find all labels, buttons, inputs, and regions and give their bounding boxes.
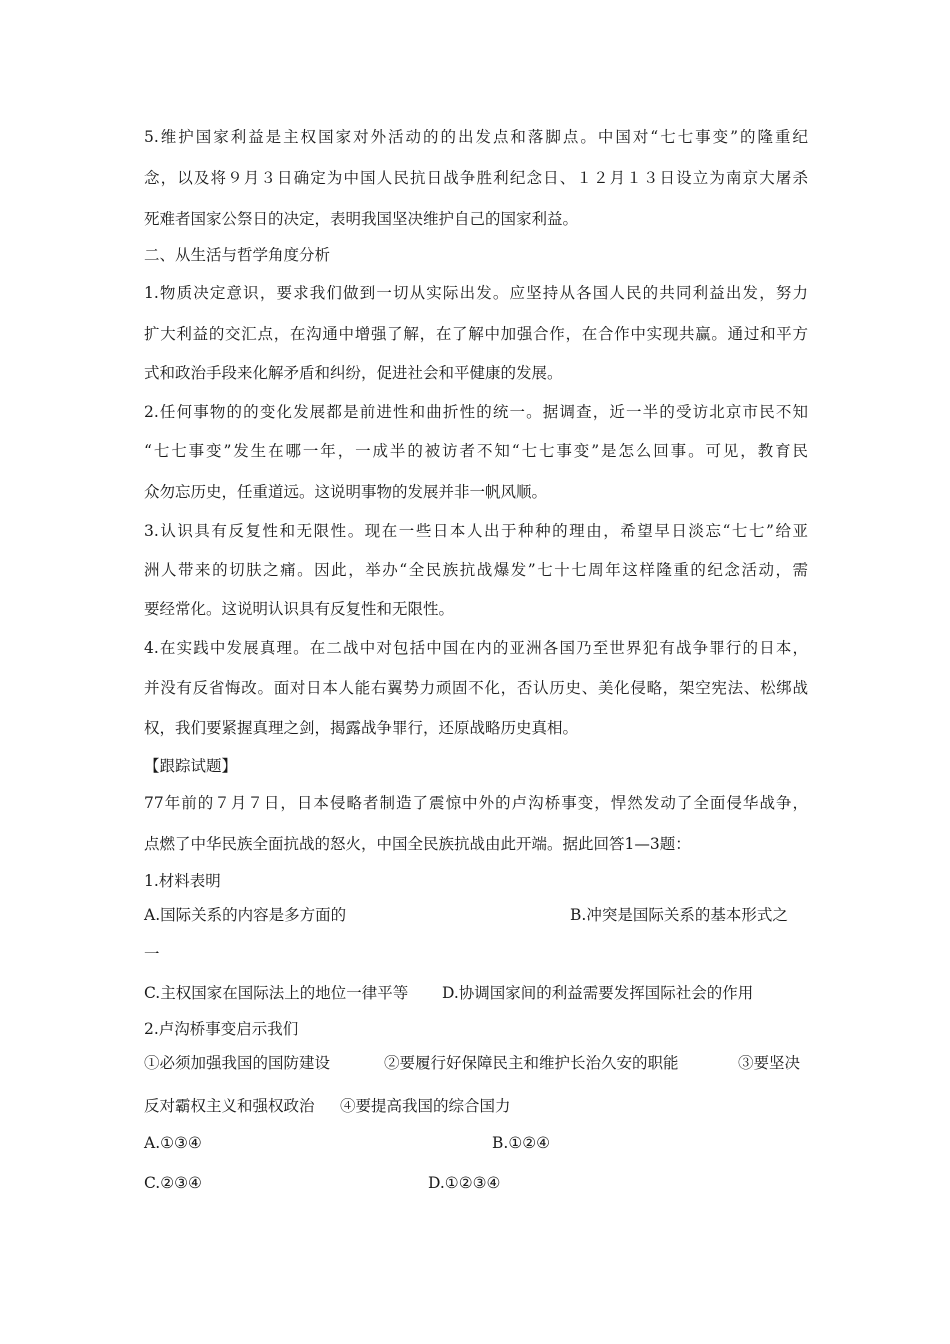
q2-item-1: ①必须加强我国的国防建设 <box>144 1054 331 1072</box>
philosophy-p3-line2: 洲人带来的切肤之痛。因此，举办“全民族抗战爆发”七十七周年这样隆重的纪念活动，需 <box>144 561 808 579</box>
q1-option-c: C.主权国家在国际法上的地位一律平等 <box>144 984 409 1002</box>
question-intro-line2: 点燃了中华民族全面抗战的怒火，中国全民族抗战由此开端。据此回答1—3题： <box>144 835 691 853</box>
q1-option-b-continued: 一 <box>144 945 160 963</box>
q2-item-2: ②要履行好保障民主和维护长治久安的职能 <box>384 1054 679 1072</box>
philosophy-p1-line3: 式和政治手段来化解矛盾和纠纷，促进社会和平健康的发展。 <box>144 364 563 382</box>
q1-option-a: A.国际关系的内容是多方面的 <box>144 906 347 924</box>
philosophy-p4-line2: 并没有反省悔改。面对日本人能右翼势力顽固不化，否认历史、美化侵略，架空宪法、松绑战 <box>144 679 808 697</box>
q1-option-d: D.协调国家间的利益需要发挥国际社会的作用 <box>442 984 754 1002</box>
philosophy-p2-line1: 2.任何事物的的变化发展都是前进性和曲折性的统一。据调查，近一半的受访北京市民不知 <box>144 403 808 421</box>
philosophy-p4-line1: 4.在实践中发展真理。在二战中对包括中国在内的亚洲各国乃至世界犯有战争罪行的日本， <box>144 639 808 657</box>
philosophy-p1-line1: 1.物质决定意识，要求我们做到一切从实际出发。应坚持从各国人民的共同利益出发，努力 <box>144 284 808 302</box>
q2-option-d: D.①②③④ <box>428 1174 501 1192</box>
question-intro-line1: 77年前的７月７日，日本侵略者制造了震惊中外的卢沟桥事变，悍然发动了全面侵华战争， <box>144 794 808 812</box>
philosophy-p4-line3: 权，我们要紧握真理之剑，揭露战争罪行，还原战略历史真相。 <box>144 719 579 737</box>
paragraph-point5-line1: 5.维护国家利益是主权国家对外活动的的出发点和落脚点。中国对“七七事变”的隆重纪 <box>144 128 808 146</box>
philosophy-p3-line1: 3.认识具有反复性和无限性。现在一些日本人出于种种的理由，希望早日淡忘“七七”给亚 <box>144 522 808 540</box>
paragraph-point5-line2: 念，以及将９月３日确定为中国人民抗日战争胜利纪念日、１２月１３日设立为南京大屠杀 <box>144 169 808 187</box>
philosophy-p2-line3: 众勿忘历史，任重道远。这说明事物的发展并非一帆风顺。 <box>144 483 548 501</box>
philosophy-p3-line3: 要经常化。这说明认识具有反复性和无限性。 <box>144 600 455 618</box>
section-heading-philosophy: 二、从生活与哲学角度分析 <box>144 246 331 264</box>
q2-item-3: ③要坚决 <box>738 1054 801 1072</box>
q2-item-4: ④要提高我国的综合国力 <box>340 1097 511 1115</box>
philosophy-p2-line2: “七七事变”发生在哪一年，一成半的被访者不知“七七事变”是怎么回事。可见，教育民 <box>144 442 808 460</box>
tracking-heading: 【跟踪试题】 <box>144 757 238 775</box>
q2-option-c: C.②③④ <box>144 1174 202 1192</box>
q2-option-b: B.①②④ <box>492 1134 551 1152</box>
q2-option-a: A.①③④ <box>144 1134 202 1152</box>
q1-option-b: B.冲突是国际关系的基本形式之 <box>570 906 788 924</box>
q1-stem: 1.材料表明 <box>144 872 221 890</box>
q2-item-3-continued: 反对霸权主义和强权政治 <box>144 1097 315 1115</box>
philosophy-p1-line2: 扩大利益的交汇点，在沟通中增强了解，在了解中加强合作，在合作中实现共赢。通过和平方 <box>144 325 808 343</box>
q2-stem: 2.卢沟桥事变启示我们 <box>144 1020 299 1038</box>
document-page <box>144 0 808 1344</box>
paragraph-point5-line3: 死难者国家公祭日的决定，表明我国坚决维护自己的国家利益。 <box>144 210 579 228</box>
